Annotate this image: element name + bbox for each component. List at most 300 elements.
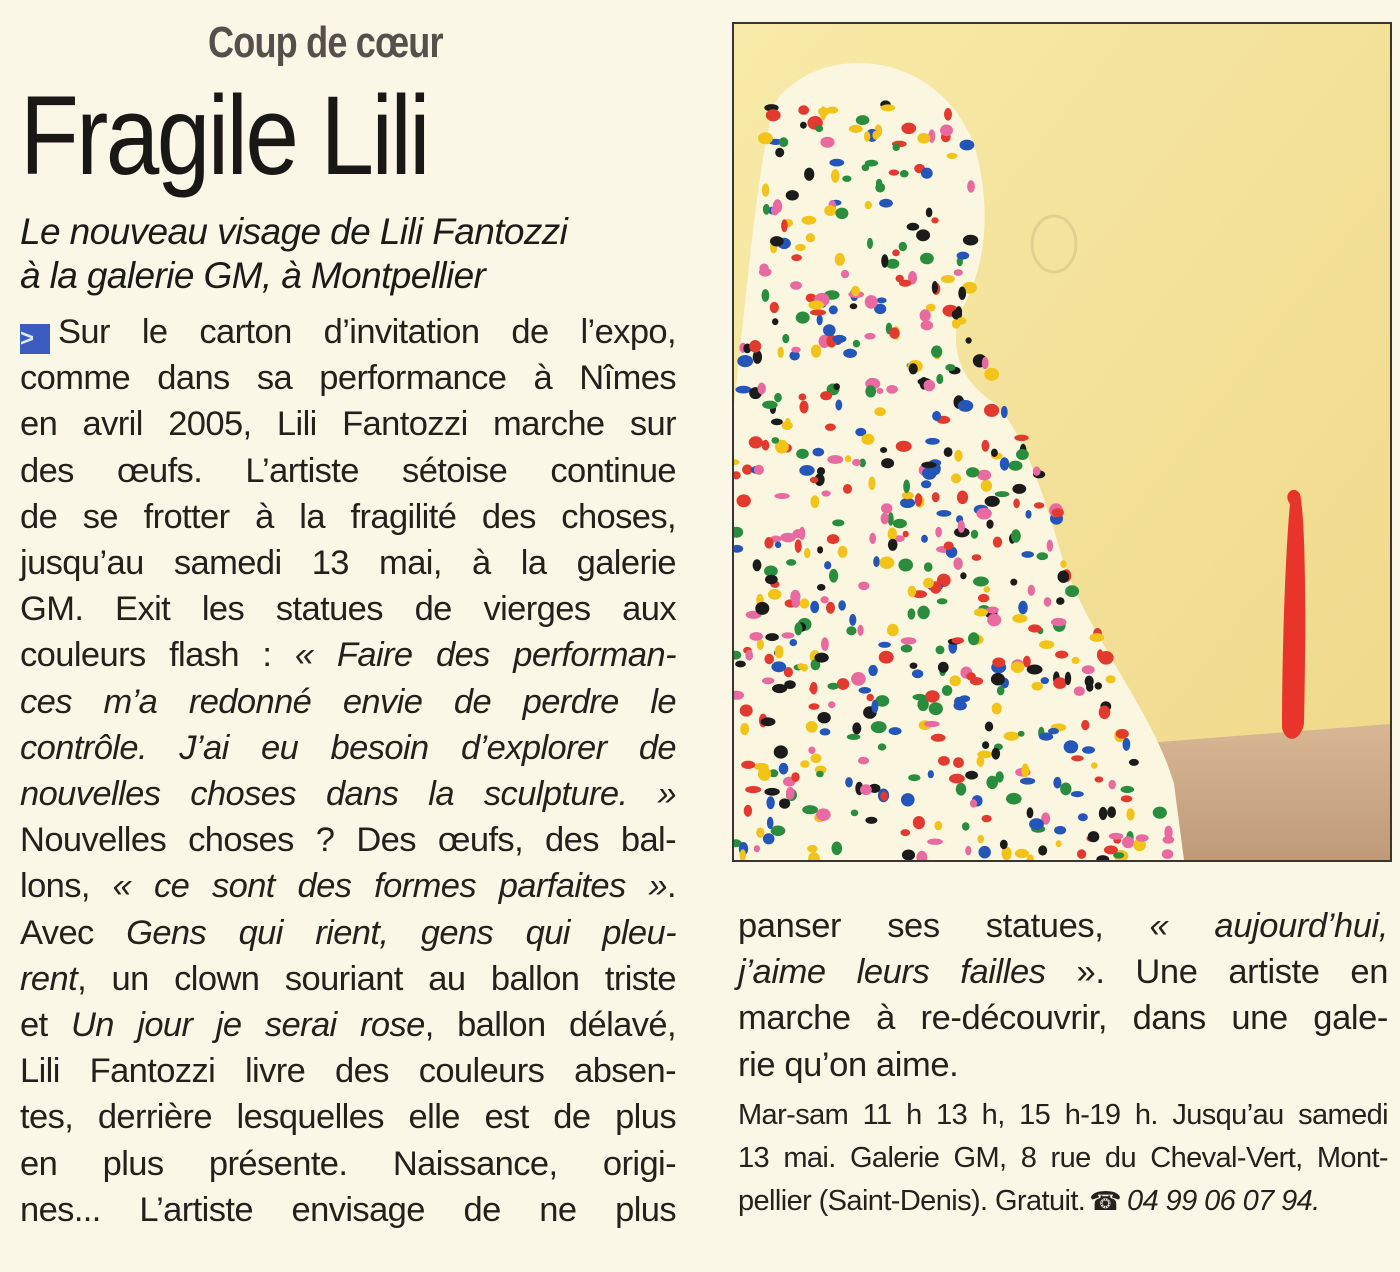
confetti-dot bbox=[976, 508, 991, 520]
confetti-dot bbox=[954, 450, 962, 462]
confetti-dot bbox=[828, 683, 839, 690]
confetti-dot bbox=[931, 217, 938, 223]
quote-text: ces m’a redonné envie de perdre le bbox=[20, 682, 676, 721]
confetti-dot bbox=[993, 537, 1002, 548]
confetti-dot bbox=[816, 808, 831, 821]
confetti-dot bbox=[1027, 807, 1034, 818]
confetti-dot bbox=[927, 839, 943, 845]
confetti-dot bbox=[835, 253, 845, 266]
confetti-dot bbox=[832, 335, 846, 343]
body-line: en avril 2005, Lili Fantozzi marche sur bbox=[20, 405, 676, 444]
confetti-dot bbox=[1164, 826, 1172, 839]
confetti-dot bbox=[929, 702, 943, 715]
confetti-dot bbox=[817, 467, 825, 475]
confetti-dot bbox=[838, 546, 848, 558]
confetti-dot bbox=[940, 125, 953, 137]
confetti-dot bbox=[960, 140, 975, 151]
confetti-dot bbox=[824, 205, 836, 216]
confetti-dot bbox=[764, 537, 773, 549]
confetti-dot bbox=[1056, 840, 1062, 847]
confetti-dot bbox=[771, 661, 786, 672]
confetti-dot bbox=[1038, 845, 1047, 855]
confetti-dot bbox=[972, 554, 982, 561]
confetti-dot bbox=[796, 312, 810, 324]
confetti-dot bbox=[901, 123, 916, 134]
confetti-dot bbox=[1037, 552, 1049, 560]
subhead-line: Le nouveau visage de Lili Fantozzi bbox=[20, 211, 568, 252]
confetti-dot bbox=[868, 665, 877, 676]
confetti-dot bbox=[908, 586, 917, 597]
confetti-dot bbox=[991, 673, 1005, 686]
confetti-dot bbox=[931, 345, 942, 357]
confetti-dot bbox=[950, 675, 961, 686]
confetti-dot bbox=[785, 418, 791, 430]
body-text: Sur le carton d’invitation de l’expo, bbox=[58, 313, 676, 351]
confetti-dot bbox=[1025, 510, 1031, 519]
confetti-dot bbox=[762, 401, 778, 409]
confetti-dot bbox=[765, 575, 778, 584]
confetti-dot bbox=[957, 491, 968, 505]
confetti-dot bbox=[879, 557, 894, 569]
confetti-dot bbox=[775, 148, 784, 157]
confetti-dot bbox=[944, 447, 953, 457]
confetti-dot bbox=[944, 108, 952, 121]
work-title: rent bbox=[20, 959, 78, 998]
quote-text: « ce sont des formes parfaites » bbox=[112, 867, 667, 906]
confetti-dot bbox=[779, 137, 788, 147]
confetti-dot bbox=[1028, 585, 1035, 596]
confetti-dot bbox=[892, 249, 900, 256]
confetti-dot bbox=[903, 480, 910, 494]
confetti-dot bbox=[954, 269, 963, 276]
confetti-dot bbox=[795, 244, 806, 251]
confetti-dot bbox=[888, 539, 898, 551]
confetti-dot bbox=[921, 320, 934, 330]
body-line: Nouvelles choses ? Des œufs, des bal- bbox=[20, 821, 676, 860]
confetti-dot bbox=[938, 756, 950, 766]
confetti-dot bbox=[737, 494, 751, 507]
confetti-dot bbox=[982, 357, 989, 369]
confetti-dot bbox=[889, 727, 902, 735]
confetti-dot bbox=[901, 829, 911, 836]
body-text: , un clown souriant au ballon triste bbox=[77, 959, 676, 998]
confetti-dot bbox=[986, 607, 999, 614]
confetti-dot bbox=[898, 559, 913, 572]
confetti-dot bbox=[1013, 498, 1020, 508]
body-line bbox=[20, 956, 676, 1002]
confetti-dot bbox=[1064, 740, 1079, 753]
confetti-dot bbox=[770, 236, 784, 246]
confetti-dot bbox=[799, 527, 805, 540]
confetti-dot bbox=[827, 534, 840, 544]
confetti-dot bbox=[966, 337, 972, 343]
confetti-dot bbox=[958, 287, 966, 300]
confetti-dot bbox=[921, 480, 931, 488]
confetti-dot bbox=[802, 805, 818, 814]
confetti-dot bbox=[818, 107, 829, 116]
confetti-dot bbox=[740, 723, 749, 735]
confetti-dot bbox=[1012, 614, 1027, 623]
confetti-dot bbox=[1095, 776, 1104, 782]
confetti-dot bbox=[931, 734, 946, 742]
confetti-dot bbox=[901, 645, 913, 653]
confetti-dot bbox=[808, 747, 815, 754]
body-line: de se frotter à la fragilité des choses, bbox=[20, 497, 676, 536]
body-text: ». Une artiste en bbox=[1045, 953, 1388, 992]
confetti-dot bbox=[997, 686, 1005, 695]
confetti-dot bbox=[831, 169, 840, 183]
confetti-dot bbox=[749, 436, 763, 448]
confetti-dot bbox=[881, 104, 896, 111]
confetti-dot bbox=[952, 637, 964, 644]
confetti-dot bbox=[845, 777, 853, 787]
confetti-dot bbox=[856, 115, 870, 125]
confetti-dot bbox=[880, 447, 887, 453]
body-line bbox=[738, 949, 1388, 995]
confetti-dot bbox=[922, 467, 937, 480]
confetti-dot bbox=[881, 458, 894, 468]
confetti-dot bbox=[987, 614, 1001, 627]
confetti-dot bbox=[762, 677, 775, 684]
confetti-dot bbox=[936, 646, 945, 655]
confetti-dot bbox=[781, 219, 788, 232]
confetti-dot bbox=[778, 347, 784, 358]
confetti-dot bbox=[880, 791, 887, 801]
confetti-dot bbox=[1000, 457, 1009, 470]
confetti-dot bbox=[1081, 720, 1089, 730]
confetti-dot bbox=[775, 645, 784, 658]
confetti-dot bbox=[910, 663, 918, 669]
confetti-dot bbox=[982, 440, 990, 452]
confetti-dot bbox=[800, 598, 810, 608]
confetti-dot bbox=[851, 672, 866, 686]
confetti-dot bbox=[907, 223, 920, 231]
confetti-dot bbox=[1032, 682, 1043, 691]
confetti-dot bbox=[857, 625, 863, 636]
confetti-dot bbox=[865, 160, 878, 167]
confetti-dot bbox=[924, 380, 936, 392]
confetti-dot bbox=[932, 492, 940, 502]
confetti-dot bbox=[847, 734, 861, 740]
confetti-dot bbox=[1056, 597, 1064, 605]
confetti-dot bbox=[858, 757, 869, 765]
confetti-dot bbox=[965, 846, 971, 856]
confetti-dot bbox=[758, 132, 773, 144]
confetti-dot bbox=[908, 774, 920, 781]
confetti-dot bbox=[1153, 807, 1167, 819]
work-title: Un jour je serai rose bbox=[70, 1006, 425, 1045]
confetti-dot bbox=[810, 309, 826, 315]
confetti-dot bbox=[802, 216, 817, 225]
confetti-dot bbox=[953, 757, 964, 768]
confetti-dot bbox=[1053, 677, 1066, 689]
confetti-dot bbox=[1082, 665, 1095, 674]
confetti-dot bbox=[977, 835, 984, 844]
confetti-dot bbox=[841, 270, 849, 278]
confetti-dot bbox=[915, 493, 922, 506]
confetti-dot bbox=[851, 286, 860, 297]
confetti-dot bbox=[902, 850, 915, 861]
confetti-dot bbox=[1009, 461, 1023, 471]
confetti-dot bbox=[849, 125, 863, 133]
confetti-dot bbox=[924, 721, 940, 727]
body-line: GM. Exit les statues de vierges aux bbox=[20, 590, 676, 629]
confetti-dot bbox=[815, 125, 823, 132]
photo bbox=[732, 22, 1392, 862]
confetti-dot bbox=[1011, 662, 1025, 673]
confetti-dot bbox=[820, 391, 832, 400]
confetti-dot bbox=[1052, 508, 1064, 517]
confetti-dot bbox=[763, 204, 770, 215]
confetti-dot bbox=[963, 235, 978, 246]
confetti-dot bbox=[1027, 665, 1043, 675]
confetti-dot bbox=[942, 685, 952, 696]
confetti-dot bbox=[886, 385, 898, 394]
confetti-dot bbox=[1014, 435, 1028, 441]
confetti-dot bbox=[745, 650, 753, 661]
confetti-dot bbox=[843, 349, 857, 358]
confetti-dot bbox=[754, 845, 760, 852]
confetti-dot bbox=[893, 519, 907, 528]
confetti-dot bbox=[1016, 449, 1029, 460]
confetti-dot bbox=[992, 657, 1005, 667]
confetti-dot bbox=[775, 542, 781, 549]
confetti-dot bbox=[790, 281, 802, 290]
confetti-dot bbox=[917, 606, 929, 620]
confetti-dot bbox=[1126, 808, 1134, 820]
practical-info bbox=[738, 1094, 1388, 1223]
confetti-dot bbox=[1047, 540, 1053, 552]
confetti-dot bbox=[798, 105, 809, 115]
confetti-dot bbox=[871, 721, 887, 733]
confetti-dot bbox=[881, 503, 892, 513]
confetti-dot bbox=[867, 238, 873, 249]
confetti-dot bbox=[774, 493, 789, 499]
confetti-dot bbox=[868, 477, 875, 491]
confetti-dot bbox=[945, 364, 955, 371]
body-text: lons, bbox=[20, 867, 113, 906]
confetti-dot bbox=[878, 743, 887, 750]
confetti-dot bbox=[744, 805, 752, 817]
body-line bbox=[738, 903, 1388, 949]
confetti-dot bbox=[852, 459, 861, 466]
info-line bbox=[738, 1180, 1388, 1223]
confetti-dot bbox=[782, 334, 789, 343]
confetti-dot bbox=[835, 208, 848, 219]
confetti-dot bbox=[765, 633, 779, 641]
confetti-dot bbox=[1077, 849, 1086, 859]
confetti-dot bbox=[935, 527, 942, 538]
confetti-dot bbox=[1088, 831, 1100, 842]
confetti-dot bbox=[774, 745, 788, 758]
confetti-dot bbox=[871, 700, 878, 713]
confetti-dot bbox=[828, 701, 835, 708]
confetti-dot bbox=[879, 651, 894, 664]
confetti-dot bbox=[1033, 467, 1041, 476]
confetti-dot bbox=[766, 109, 781, 121]
confetti-dot bbox=[853, 340, 860, 348]
confetti-dot bbox=[958, 400, 974, 412]
confetti-dot bbox=[977, 751, 992, 759]
confetti-dot bbox=[992, 703, 1002, 715]
confetti-dot bbox=[804, 548, 810, 558]
confetti-dot bbox=[772, 318, 778, 325]
confetti-dot bbox=[1078, 813, 1088, 821]
confetti-dot bbox=[958, 520, 965, 533]
confetti-dot bbox=[979, 846, 991, 859]
confetti-dot bbox=[995, 491, 1010, 497]
confetti-dot bbox=[973, 577, 989, 587]
body-text: panser ses statues, bbox=[738, 907, 1150, 945]
confetti-dot bbox=[957, 252, 970, 260]
body-line: nes... L’artiste envisage de ne plus bbox=[20, 1190, 676, 1229]
confetti-dot bbox=[984, 586, 991, 592]
confetti-dot bbox=[799, 401, 808, 414]
confetti-dot bbox=[865, 385, 876, 397]
body-line: en plus présente. Naissance, origi- bbox=[20, 1144, 676, 1183]
confetti-dot bbox=[1107, 806, 1116, 818]
confetti-dot bbox=[970, 799, 977, 807]
confetti-dot bbox=[758, 383, 766, 395]
confetti-dot bbox=[860, 784, 872, 795]
kicker: Coup de cœur bbox=[208, 18, 443, 67]
confetti-dot bbox=[764, 788, 779, 796]
confetti-dot bbox=[807, 845, 817, 853]
confetti-dot bbox=[1123, 738, 1131, 751]
confetti-dot bbox=[824, 561, 831, 569]
confetti-dot bbox=[773, 199, 782, 213]
confetti-dot bbox=[962, 822, 970, 830]
confetti-dot bbox=[1082, 746, 1095, 753]
confetti-dot bbox=[767, 817, 774, 829]
confetti-dot bbox=[859, 687, 872, 694]
body-text: Avec bbox=[20, 913, 127, 952]
confetti-dot bbox=[941, 275, 955, 283]
confetti-dot bbox=[1071, 755, 1084, 761]
confetti-dot bbox=[877, 297, 887, 303]
confetti-dot bbox=[1089, 633, 1104, 642]
confetti-dot bbox=[881, 254, 888, 267]
confetti-dot bbox=[875, 183, 885, 193]
body-text: et bbox=[20, 1006, 71, 1045]
body-line bbox=[20, 679, 676, 725]
confetti-dot bbox=[1060, 560, 1066, 568]
confetti-dot bbox=[924, 562, 933, 572]
confetti-dot bbox=[768, 589, 782, 600]
confetti-dot bbox=[1162, 849, 1174, 859]
confetti-dot bbox=[874, 407, 885, 416]
confetti-dot bbox=[1099, 706, 1111, 720]
confetti-dot bbox=[861, 434, 874, 445]
confetti-dot bbox=[1039, 640, 1054, 649]
confetti-dot bbox=[1091, 762, 1098, 768]
confetti-dot bbox=[806, 721, 818, 733]
confetti-dot bbox=[992, 748, 1001, 760]
confetti-dot bbox=[799, 465, 814, 476]
confetti-dot bbox=[889, 170, 899, 176]
confetti-dot bbox=[985, 496, 1000, 507]
confetti-dot bbox=[1097, 649, 1103, 660]
confetti-dot bbox=[829, 305, 838, 314]
confetti-dot bbox=[749, 340, 761, 353]
confetti-dot bbox=[1011, 529, 1021, 542]
body-text: . bbox=[667, 867, 676, 906]
confetti-dot bbox=[759, 264, 768, 273]
work-title: Gens qui rient, gens qui pleu- bbox=[126, 913, 676, 952]
confetti-dot bbox=[822, 490, 831, 496]
confetti-dot bbox=[896, 441, 912, 452]
confetti-dot bbox=[932, 281, 938, 294]
confetti-dot bbox=[1018, 731, 1025, 737]
confetti-dot bbox=[1021, 764, 1029, 778]
confetti-dot bbox=[920, 309, 931, 321]
confetti-dot bbox=[845, 455, 852, 462]
body-line: jusqu’au samedi 13 mai, à la galerie bbox=[20, 544, 676, 583]
confetti-dot bbox=[916, 229, 930, 241]
confetti-dot bbox=[771, 437, 779, 444]
confetti-dot bbox=[865, 201, 872, 209]
confetti-dot bbox=[900, 498, 915, 508]
confetti-dot bbox=[850, 303, 858, 309]
confetti-dot bbox=[1034, 502, 1045, 508]
confetti-dot bbox=[770, 302, 779, 313]
confetti-dot bbox=[786, 787, 795, 800]
confetti-dot bbox=[981, 480, 992, 492]
confetti-dot bbox=[876, 388, 883, 394]
confetti-dot bbox=[888, 528, 897, 541]
confetti-dot bbox=[834, 383, 840, 390]
confetti-dot bbox=[1044, 597, 1052, 607]
confetti-dot bbox=[1006, 793, 1022, 805]
confetti-dot bbox=[1106, 675, 1116, 683]
confetti-dot bbox=[791, 347, 800, 353]
headline: Fragile Lili bbox=[20, 73, 428, 198]
confetti-dot bbox=[982, 815, 992, 822]
confetti-dot bbox=[1021, 551, 1034, 558]
confetti-dot bbox=[814, 653, 828, 663]
confetti-dot bbox=[758, 767, 771, 781]
confetti-dot bbox=[820, 728, 831, 735]
body-line: Lili Fantozzi livre des couleurs absen- bbox=[20, 1052, 676, 1091]
confetti-dot bbox=[842, 176, 851, 182]
confetti-dot bbox=[879, 199, 893, 208]
confetti-dot bbox=[858, 582, 869, 591]
confetti-dot bbox=[810, 682, 818, 695]
confetti-dot bbox=[913, 694, 927, 700]
confetti-dot bbox=[966, 467, 979, 477]
confetti-dot bbox=[800, 760, 809, 767]
confetti-dot bbox=[957, 317, 966, 324]
confetti-dot bbox=[735, 386, 751, 394]
confetti-dot bbox=[790, 590, 800, 603]
info-line: 13 mai. Galerie GM, 8 rue du Cheval-Vert, Mont- bbox=[738, 1142, 1388, 1174]
confetti-dot bbox=[934, 821, 942, 830]
confetti-dot bbox=[869, 533, 876, 544]
confetti-dot bbox=[800, 122, 807, 129]
confetti-dot bbox=[937, 598, 948, 604]
body-line bbox=[20, 863, 676, 909]
confetti-dot bbox=[1071, 791, 1084, 797]
confetti-dot bbox=[1001, 406, 1008, 418]
confetti-dot bbox=[779, 798, 790, 808]
confetti-dot bbox=[887, 624, 899, 637]
confetti-dot bbox=[763, 833, 775, 844]
confetti-dot bbox=[1018, 601, 1028, 615]
confetti-dot bbox=[1122, 836, 1134, 848]
confetti-dot bbox=[851, 810, 859, 817]
telephone-icon: ☎ bbox=[1089, 1186, 1122, 1216]
confetti-dot bbox=[899, 280, 911, 287]
